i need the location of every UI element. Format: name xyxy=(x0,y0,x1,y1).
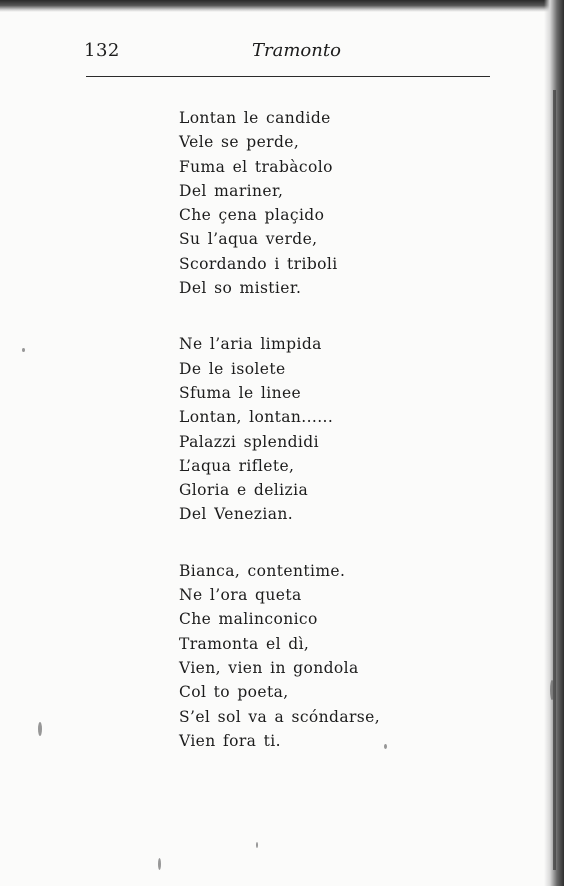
poem-line: Sfuma le linee xyxy=(179,383,302,402)
header-rule xyxy=(86,76,490,77)
poem-line: L’aqua riflete, xyxy=(179,456,295,475)
poem-line: Che malinconico xyxy=(179,610,318,629)
poem-line: Ne l’ora queta xyxy=(179,586,302,605)
scan-speck xyxy=(550,680,554,700)
stanza-2 xyxy=(179,332,509,526)
stanza-3 xyxy=(179,559,509,753)
poem-line: Tramonta el dì, xyxy=(179,634,310,653)
page-number: 132 xyxy=(84,40,120,61)
poem-line: Gloria e delizia xyxy=(179,481,309,500)
poem-line: Del so mistier. xyxy=(179,279,302,298)
running-title: Tramonto xyxy=(252,40,341,61)
poem-line: Palazzi splendidi xyxy=(179,432,319,451)
poem-line: Vele se perde, xyxy=(179,133,300,152)
poem-line: Lontan, lontan...... xyxy=(179,408,334,427)
poem-line: Ne l’aria limpida xyxy=(179,335,322,354)
poem-line: Scordando i triboli xyxy=(179,254,338,273)
poem-line: Lontan le candide xyxy=(179,109,331,127)
poem-line: Su l’aqua verde, xyxy=(179,230,318,249)
poem-line: Che çena plaçido xyxy=(179,206,325,225)
scan-speck xyxy=(38,722,42,736)
poem-line: Del mariner, xyxy=(179,181,284,200)
stanza-break xyxy=(179,527,509,559)
poem-line: Vien, vien in gondola xyxy=(179,658,359,677)
scan-speck xyxy=(22,348,25,352)
scan-speck xyxy=(256,842,258,848)
poem-line: De le isolete xyxy=(179,359,286,378)
poem-line: Del Venezian. xyxy=(179,505,294,524)
scan-speck xyxy=(384,744,387,749)
binding-shadow-line xyxy=(553,90,556,870)
poem-line: Vien fora ti. xyxy=(179,731,281,750)
poem-line: S’el sol va a scóndarse, xyxy=(179,707,381,726)
stanza-1 xyxy=(179,106,509,300)
poem-line: Fuma el trabàcolo xyxy=(179,157,333,176)
poem-body xyxy=(179,106,509,753)
scan-top-edge xyxy=(0,0,564,12)
stanza-break xyxy=(179,300,509,332)
scan-speck xyxy=(158,858,161,870)
poem-line: Bianca, contentime. xyxy=(179,561,346,580)
poem-line: Col to poeta, xyxy=(179,683,289,702)
